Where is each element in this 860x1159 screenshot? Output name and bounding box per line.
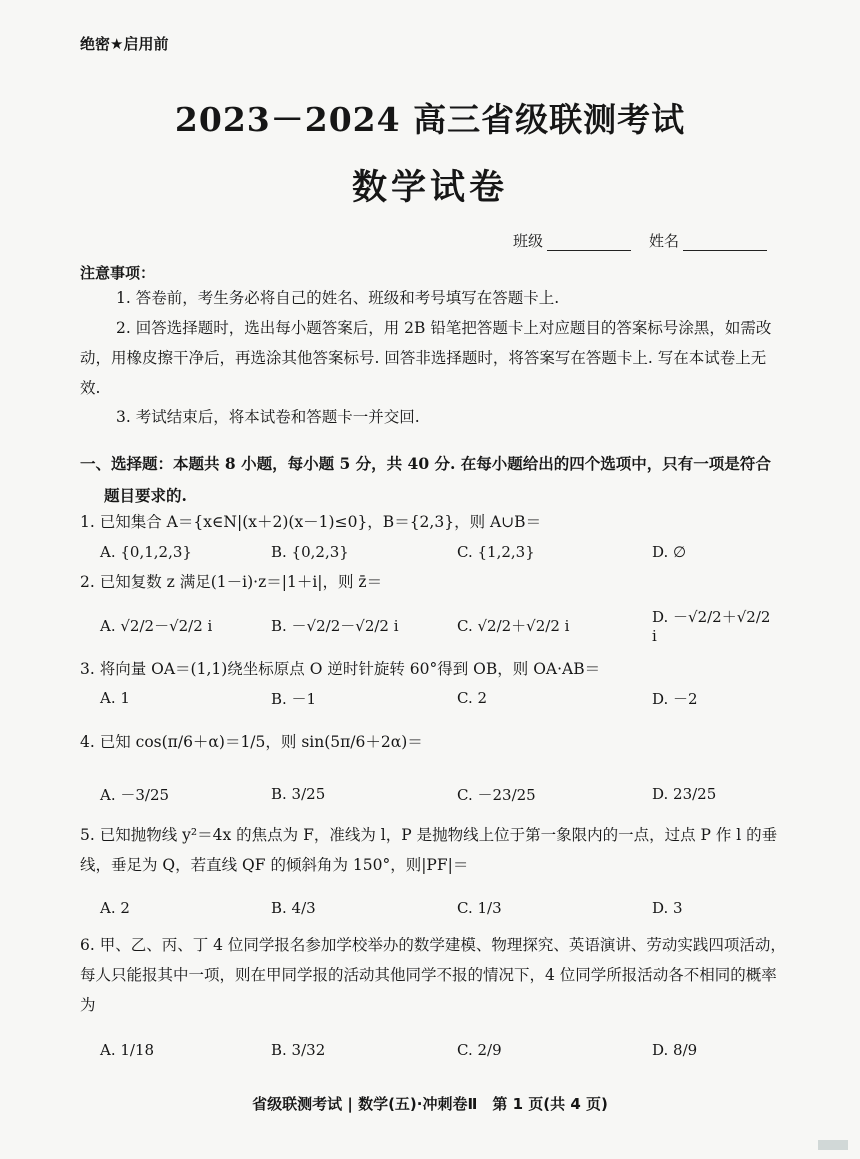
q2-option-c: C. √2/2＋√2/2 i [457,617,570,635]
class-label: 班级 [513,232,544,250]
q1-option-b: B. {0,2,3} [271,543,349,561]
exam-subtitle: 数学试卷 [351,167,508,208]
q2-option-a: A. √2/2－√2/2 i [100,617,213,635]
question-4-options [100,776,770,812]
q2-option-d: D. －√2/2＋√2/2 i [652,608,771,645]
q5-option-c: C. 1/3 [457,899,502,917]
q5-option-d: D. 3 [652,899,683,917]
q4-option-d: D. 23/25 [652,785,717,803]
question-5-options [100,890,770,926]
page-footer: 省级联测考试 | 数学(五)·冲刺卷Ⅱ 第 1 页(共 4 页) [252,1095,608,1113]
question-2-options [100,606,771,645]
section-heading [80,448,785,512]
q3-option-c: C. 2 [457,689,488,707]
question-2-stem: 2. 已知复数 z 满足(1－i)·z＝|1＋i|，则 z̄＝ [80,573,383,591]
question-1-stem: 1. 已知集合 A＝{x∈N|(x＋2)(x－1)≤0}，B＝{2,3}，则 A∪B＝ [80,513,542,531]
name-field [649,230,767,251]
question-4-stem: 4. 已知 cos(π/6＋α)＝1/5，则 sin(5π/6＋2α)＝ [80,733,423,751]
question-3-options [100,686,770,710]
q4-option-a: A. －3/25 [100,785,170,804]
question-6-stem: 6. 甲、乙、丙、丁 4 位同学报名参加学校举办的数学建模、物理探究、英语演讲、劳动实践四项活动，每人只能报其中一项，则在甲同学报的活动其他同学不报的情况下，4 位同学所报活动各不相同的概率为 [80,936,786,1014]
question-5-stem: 5. 已知抛物线 y²＝4x 的焦点为 F，准线为 l，P 是抛物线上位于第一象限内的一点，过点 P 作 l 的垂线，垂足为 Q，若直线 QF 的倾斜角为 150°，则|PF|＝ [80,826,778,874]
q2-option-b: B. －√2/2－√2/2 i [271,617,399,635]
q1-option-d: D. ∅ [652,543,687,561]
class-field [513,230,631,251]
q3-option-b: B. －1 [271,689,317,708]
exam-title: 2023－2024 高三省级联测考试 [174,100,686,139]
notice-item-1: 1. 答卷前，考生务必将自己的姓名、班级和考号填写在答题卡上. [116,289,560,307]
notice-item-2: 2. 回答选择题时，选出每小题答案后，用 2B 铅笔把答题卡上对应题目的答案标号涂黑，如需改动，用橡皮擦干净后，再选涂其他答案标号. 回答非选择题时，将答案写在答题卡上. 写在本试卷上无效. [80,319,772,397]
question-6-options [100,1032,770,1068]
q5-option-b: B. 4/3 [271,899,316,917]
section-heading-line2: 题目要求的. [104,486,187,505]
q6-option-c: C. 2/9 [457,1041,502,1059]
q5-option-a: A. 2 [100,899,130,917]
q4-option-c: C. －23/25 [457,785,536,804]
scanner-watermark [818,1140,848,1150]
name-label: 姓名 [649,232,680,250]
question-3-stem: 3. 将向量 OA＝(1,1)绕坐标原点 O 逆时针旋转 60°得到 OB，则 OA·AB＝ [80,660,601,678]
q3-option-d: D. －2 [652,689,698,708]
question-1-options [100,540,770,564]
class-blank [547,236,631,251]
notice-heading: 注意事项： [80,264,156,282]
name-blank [683,236,767,251]
confidential-mark: 绝密★启用前 [80,35,169,53]
q3-option-a: A. 1 [100,689,130,707]
q6-option-d: D. 8/9 [652,1041,698,1059]
q6-option-a: A. 1/18 [100,1041,155,1059]
notice-item-3: 3. 考试结束后，将本试卷和答题卡一并交回. [116,408,420,426]
q6-option-b: B. 3/32 [271,1041,326,1059]
q1-option-c: C. {1,2,3} [457,543,535,561]
section-heading-line1: 一、选择题：本题共 8 小题，每小题 5 分，共 40 分. 在每小题给出的四个选项中，只有一项是符合 [80,454,771,473]
q4-option-b: B. 3/25 [271,785,326,803]
student-info-fields [513,230,767,251]
q1-option-a: A. {0,1,2,3} [100,543,192,561]
